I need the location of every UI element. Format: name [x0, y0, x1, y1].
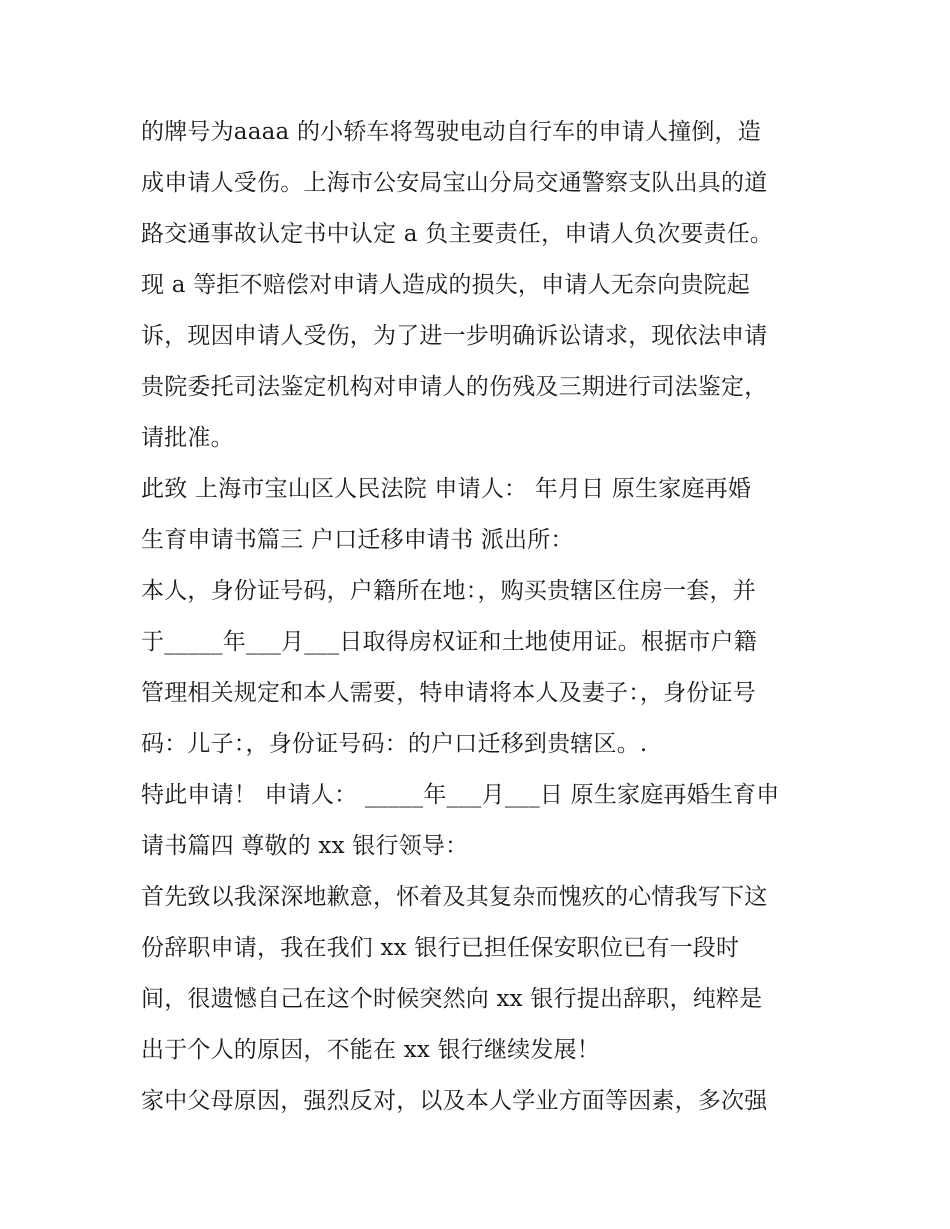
text-line: 生育申请书篇三 户口迁移申请书 派出所：: [141, 527, 574, 553]
document-body: [141, 107, 821, 1127]
text-line: 份辞职申请，我在我们 xx 银行已担任保安职位已有一段时: [141, 935, 740, 961]
text-line: 诉，现因申请人受伤，为了进一步明确诉讼请求，现依法申请: [141, 323, 768, 349]
text-line: 码：儿子：，身份证号码：的户口迁移到贵辖区。.: [141, 731, 648, 757]
text-line: 成申请人受伤。上海市公安局宝山分局交通警察支队出具的道: [141, 170, 768, 196]
text-line: 家中父母原因，强烈反对，以及本人学业方面等因素，多次强: [141, 1088, 768, 1114]
text-line: 管理相关规定和本人需要，特申请将本人及妻子：，身份证号: [141, 680, 756, 706]
text-line: 特此申请！ 申请人： _____年___月___日 原生家庭再婚生育申: [141, 782, 780, 808]
text-line: 路交通事故认定书中认定 a 负主要责任，申请人负次要责任。: [141, 221, 774, 247]
text-line: 现 a 等拒不赔偿对申请人造成的损失，申请人无奈向贵院起: [141, 272, 750, 298]
text-line: 请书篇四 尊敬的 xx 银行领导：: [141, 833, 469, 859]
text-line: 首先致以我深深地歉意，怀着及其复杂而愧疚的心情我写下这: [141, 884, 768, 910]
text-line: 出于个人的原因，不能在 xx 银行继续发展！: [141, 1037, 600, 1063]
text-line: 请批准。: [141, 425, 234, 451]
text-line: 的牌号为aaaa 的小轿车将驾驶电动自行车的申请人撞倒，造: [141, 119, 761, 145]
text-line: 间，很遗憾自己在这个时候突然向 xx 银行提出辞职，纯粹是: [141, 986, 763, 1012]
text-line: 此致 上海市宝山区人民法院 申请人： 年月日 原生家庭再婚: [141, 476, 752, 502]
text-line: 本人，身份证号码，户籍所在地：，购买贵辖区住房一套，并: [141, 578, 756, 604]
text-line: 贵院委托司法鉴定机构对申请人的伤残及三期进行司法鉴定，: [141, 374, 768, 400]
text-line: 于_____年___月___日取得房权证和土地使用证。根据市户籍: [141, 629, 757, 655]
